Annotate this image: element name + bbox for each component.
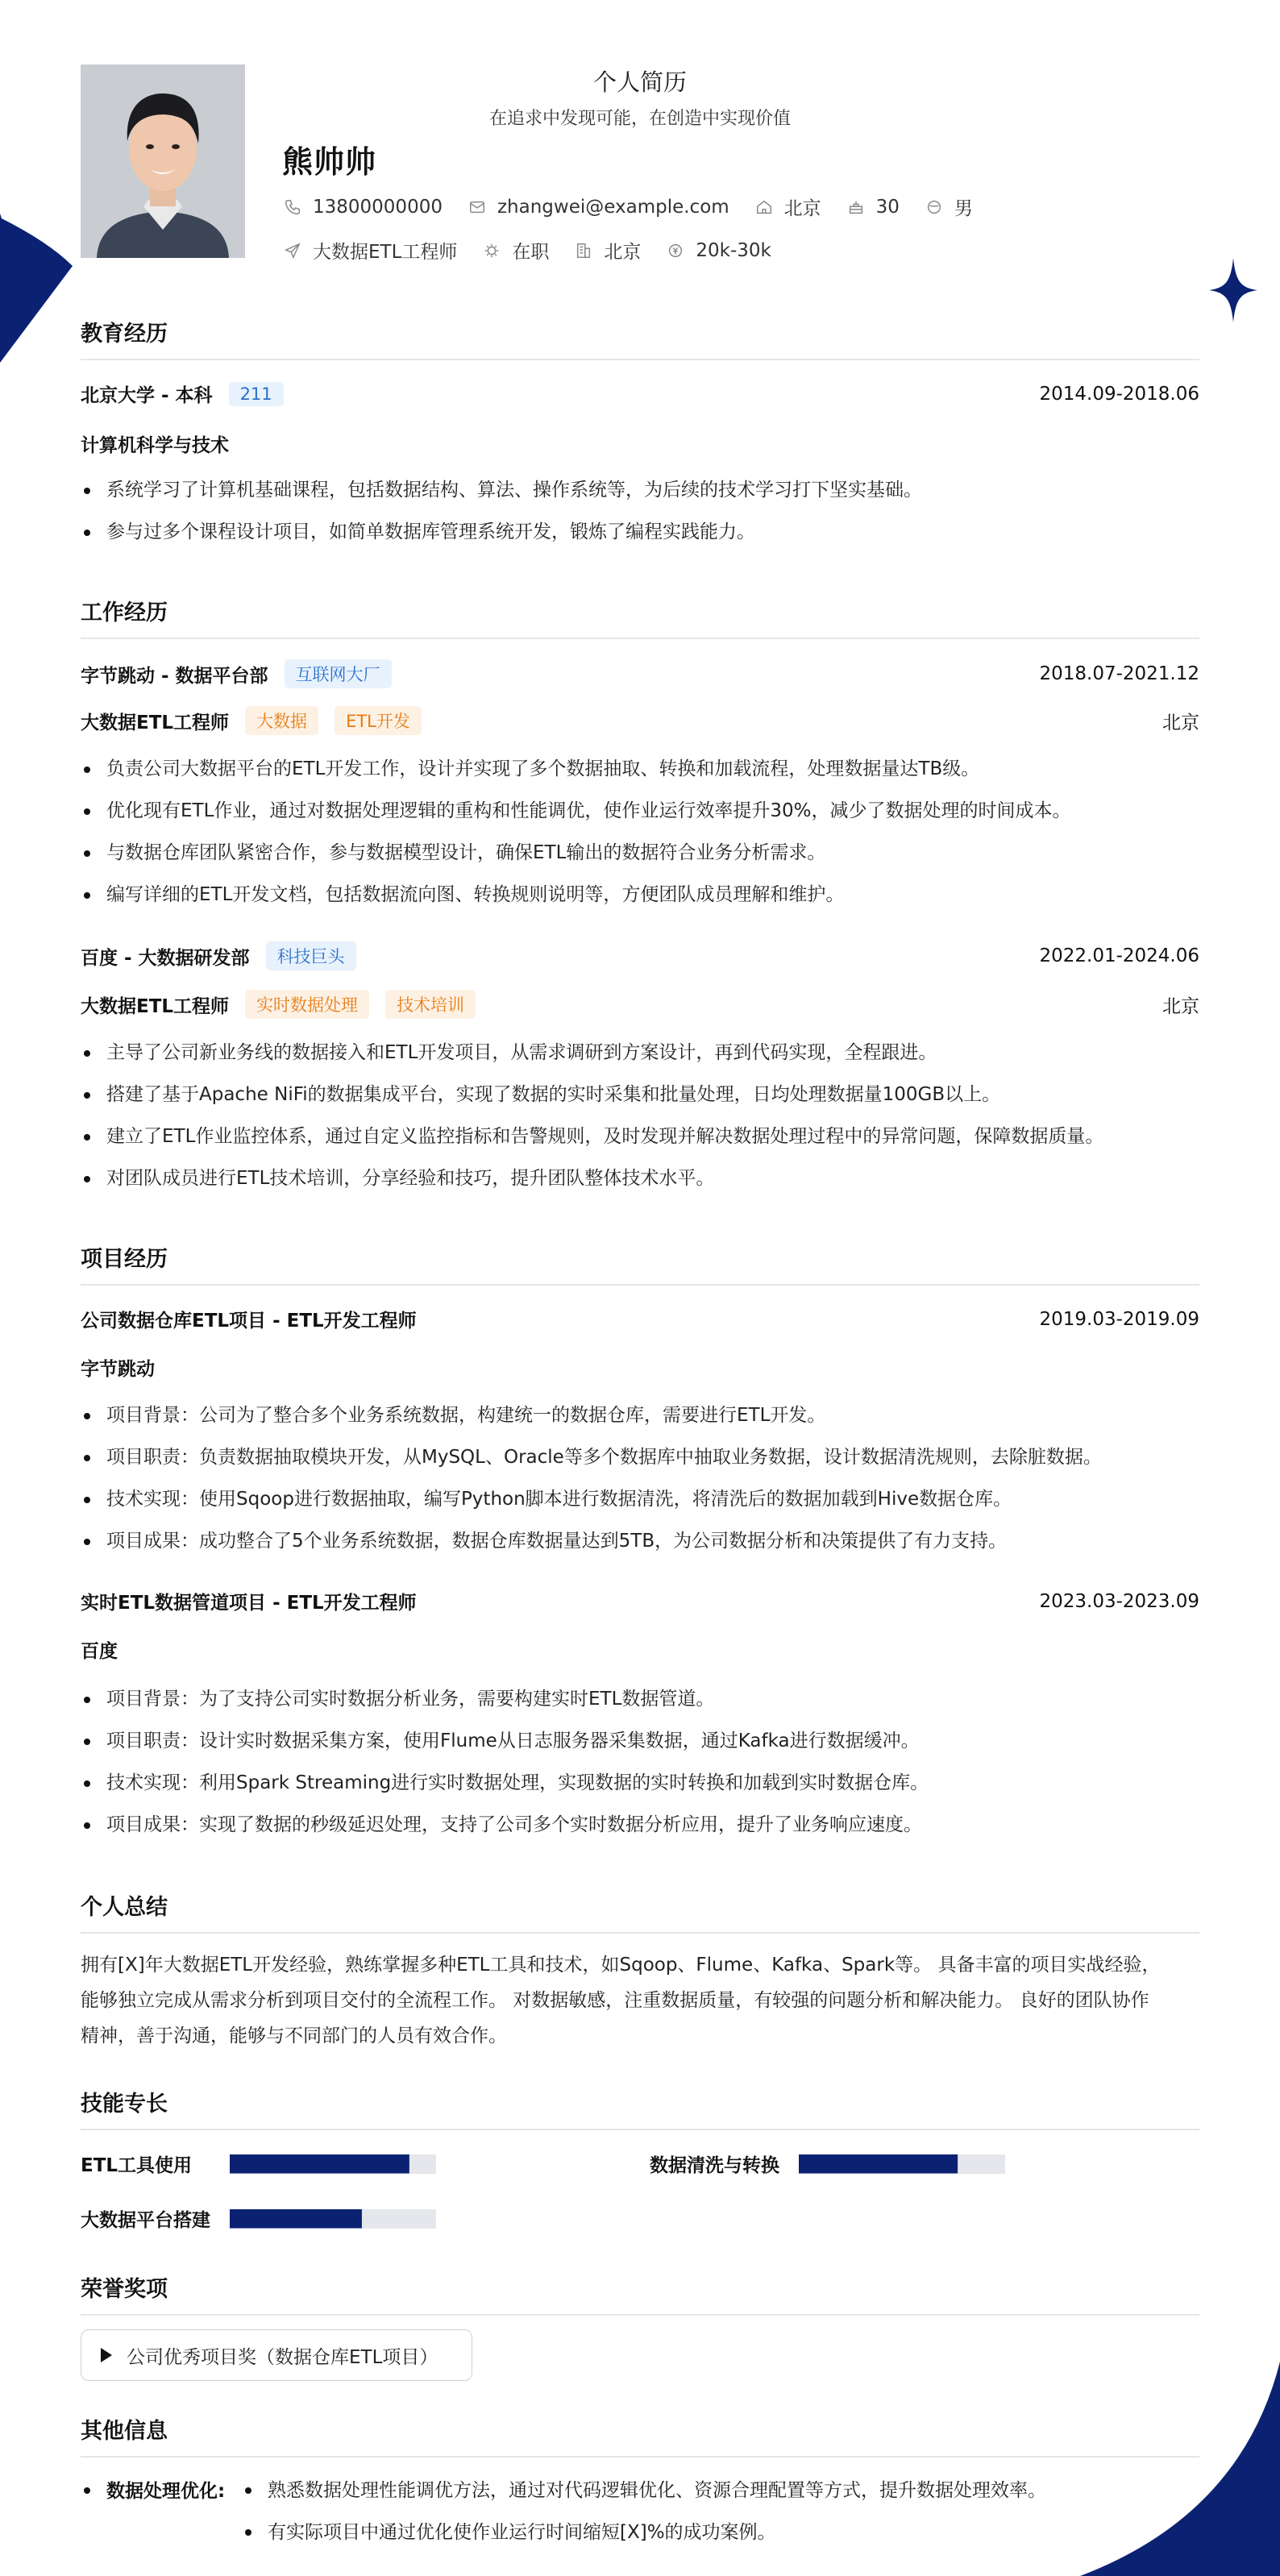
award-text: 公司优秀项目奖（数据仓库ETL项目） <box>127 2346 438 2368</box>
list-item: 负责公司大数据平台的ETL开发工作，设计并实现了多个数据抽取、转换和加载流程，处理数据量达TB级。 <box>81 748 1199 790</box>
email: zhangwei@example.com <box>467 197 729 218</box>
project-0-bullets <box>81 1394 1199 1562</box>
summary-line: 精神，善于沟通，能够与不同部门的人员有效合作。 <box>81 2025 507 2046</box>
list-item: 熟悉数据处理性能调优方法，通过对代码逻辑优化、资源合理配置等方式，提升数据处理效率。 <box>242 2476 1046 2518</box>
list-item: 与数据仓库团队紧密合作，参与数据模型设计，确保ETL输出的数据符合业务分析需求。 <box>81 832 1199 874</box>
work-period: 2022.01-2024.06 <box>1039 945 1199 966</box>
salary-icon <box>665 240 686 261</box>
list-item: 项目成果：实现了数据的秒级延迟处理，支持了公司多个实时数据分析应用，提升了业务响应速度。 <box>81 1804 1199 1846</box>
project-0-header <box>81 1306 1199 1332</box>
role-title: 大数据ETL工程师 <box>81 995 230 1017</box>
role-tag: 大数据 <box>245 706 318 735</box>
job-status: 在职 <box>481 237 549 264</box>
education-bullets <box>81 469 1199 553</box>
award-item[interactable] <box>81 2329 472 2381</box>
list-item: 编写详细的ETL开发文档，包括数据流向图、转换规则说明等，方便团队成员理解和维护。 <box>81 874 1199 916</box>
list-item: 主导了公司新业务线的数据接入和ETL开发项目，从需求调研到方案设计，再到代码实现，全程跟进。 <box>81 1032 1199 1074</box>
skill-bar <box>230 2209 436 2229</box>
list-item: 项目背景：为了支持公司实时数据分析业务，需要构建实时ETL数据管道。 <box>81 1678 1199 1720</box>
skill-bar <box>230 2154 436 2174</box>
work-1-role <box>81 990 1199 1019</box>
work-1-bullets <box>81 1032 1199 1199</box>
project-1-bullets <box>81 1678 1199 1846</box>
skill-item <box>81 2150 436 2177</box>
work-city: 北京 <box>1162 712 1199 733</box>
role-tag: 实时数据处理 <box>245 990 369 1019</box>
summary-text <box>81 1947 1199 2054</box>
work-0-header <box>81 659 1199 688</box>
skill-bar-fill <box>230 2154 409 2174</box>
section-title-work: 工作经历 <box>81 595 1199 639</box>
document-title: 个人简历 <box>592 69 687 96</box>
project-org: 字节跳动 <box>81 1359 155 1380</box>
education-header <box>81 380 1199 407</box>
list-item: 技术实现：利用Spark Streaming进行实时数据处理，实现数据的实时转换和加载到实时数据仓库。 <box>81 1762 1199 1804</box>
phone: 13800000000 <box>282 197 443 218</box>
section-title-other: 其他信息 <box>81 2413 1199 2458</box>
role-tag: ETL开发 <box>335 706 422 735</box>
project-org: 百度 <box>81 1641 118 1662</box>
skill-name: ETL工具使用 <box>81 2155 193 2176</box>
section-title-summary: 个人总结 <box>81 1889 1199 1934</box>
skill-bar-fill <box>230 2209 362 2229</box>
section-title-projects: 项目经历 <box>81 1241 1199 1286</box>
phone-icon <box>282 197 303 218</box>
company-name: 字节跳动 - 数据平台部 <box>81 665 268 687</box>
status-icon <box>481 240 502 261</box>
cake-icon <box>846 197 866 218</box>
location: 北京 <box>754 193 821 220</box>
list-item: 建立了ETL作业监控体系，通过自定义监控指标和告警规则，及时发现并解决数据处理过程中的异常问题，保障数据质量。 <box>81 1116 1199 1157</box>
project-period: 2019.03-2019.09 <box>1039 1308 1199 1330</box>
work-0-role <box>81 706 1199 735</box>
list-item: 系统学习了计算机基础课程，包括数据结构、算法、操作系统等，为后续的技术学习打下坚实基础。 <box>81 469 1199 511</box>
section-title-education: 教育经历 <box>81 316 1199 360</box>
home-icon <box>754 197 775 218</box>
list-item: 项目职责：设计实时数据采集方案，使用Flume从日志服务器采集数据，通过Kafka进行数据缓冲。 <box>81 1720 1199 1762</box>
skill-name: 数据清洗与转换 <box>650 2155 779 2176</box>
gender: 男 <box>924 193 973 220</box>
list-item: 参与过多个课程设计项目，如简单数据库管理系统开发，锻炼了编程实践能力。 <box>81 511 1199 553</box>
send-icon <box>282 240 303 261</box>
school-tag: 211 <box>229 382 284 406</box>
skill-bar <box>799 2154 1005 2174</box>
skill-item <box>650 2150 1005 2177</box>
project-period: 2023.03-2023.09 <box>1039 1590 1199 1612</box>
resume-header <box>81 64 1199 263</box>
list-item: 有实际项目中通过优化使作业运行时间缩短[X]%的成功案例。 <box>242 2518 1046 2560</box>
other-key: 数据处理优化: <box>81 2476 225 2503</box>
expand-triangle-icon[interactable] <box>101 2348 112 2362</box>
section-title-skills: 技能专长 <box>81 2086 1199 2130</box>
list-item: 项目背景：公司为了整合多个业务系统数据，构建统一的数据仓库，需要进行ETL开发。 <box>81 1394 1199 1436</box>
work-city: 北京 <box>1162 995 1199 1017</box>
salary: 20k-30k <box>665 240 771 261</box>
role-tag: 技术培训 <box>385 990 476 1019</box>
job-title: 大数据ETL工程师 <box>282 237 457 264</box>
list-item: 项目职责：负责数据抽取模块开发，从MySQL、Oracle等多个数据库中抽取业务数据，设计数据清洗规则，去除脏数据。 <box>81 1436 1199 1478</box>
section-title-awards: 荣誉奖项 <box>81 2271 1199 2316</box>
contact-row <box>282 193 997 220</box>
role-title: 大数据ETL工程师 <box>81 712 230 733</box>
work-period: 2018.07-2021.12 <box>1039 663 1199 684</box>
list-item: 项目成果：成功整合了5个业务系统数据，数据仓库数据量达到5TB，为公司数据分析和决策提供了有力支持。 <box>81 1520 1199 1562</box>
work-0-bullets <box>81 748 1199 916</box>
summary-line: 拥有[X]年大数据ETL开发经验，熟练掌握多种ETL工具和技术，如Sqoop、Flume、Kafka、Spark等。 具备丰富的项目实战经验， <box>81 1955 1161 1976</box>
job-city: 北京 <box>573 237 641 264</box>
job-row <box>282 237 796 264</box>
project-title: 实时ETL数据管道项目 - ETL开发工程师 <box>81 1593 417 1614</box>
candidate-name: 熊帅帅 <box>282 144 377 180</box>
project-title: 公司数据仓库ETL项目 - ETL开发工程师 <box>81 1311 417 1332</box>
skill-item <box>81 2205 436 2232</box>
skill-name: 大数据平台搭建 <box>81 2210 210 2231</box>
summary-line: 能够独立完成从需求分析到项目交付的全流程工作。 对数据敏感，注重数据质量，有较强的问题分析和解决能力。 良好的团队协作 <box>81 1990 1149 2011</box>
work-1-header <box>81 941 1199 970</box>
age: 30 <box>846 197 900 218</box>
company-tag: 科技巨头 <box>266 941 356 970</box>
other-list <box>242 2476 1046 2560</box>
mail-icon <box>467 197 488 218</box>
company-name: 百度 - 大数据研发部 <box>81 947 250 969</box>
education-period: 2014.09-2018.06 <box>1039 383 1199 405</box>
company-tag: 互联网大厂 <box>285 659 392 688</box>
building-icon <box>573 240 594 261</box>
tagline: 在追求中发现可能，在创造中实现价值 <box>488 109 791 129</box>
project-1-header <box>81 1588 1199 1614</box>
gender-icon <box>924 197 945 218</box>
school-name: 北京大学 - 本科 <box>81 385 213 406</box>
list-item: 搭建了基于Apache NiFi的数据集成平台，实现了数据的实时采集和批量处理，日均处理数据量100GB以上。 <box>81 1074 1199 1116</box>
list-item: 对团队成员进行ETL技术培训，分享经验和技巧，提升团队整体技术水平。 <box>81 1157 1199 1199</box>
major: 计算机科学与技术 <box>81 435 229 456</box>
skill-bar-fill <box>799 2154 958 2174</box>
list-item: 技术实现：使用Sqoop进行数据抽取，编写Python脚本进行数据清洗，将清洗后的数据加载到Hive数据仓库。 <box>81 1478 1199 1520</box>
list-item: 优化现有ETL作业，通过对数据处理逻辑的重构和性能调优，使作业运行效率提升30%，减少了数据处理的时间成本。 <box>81 790 1199 832</box>
